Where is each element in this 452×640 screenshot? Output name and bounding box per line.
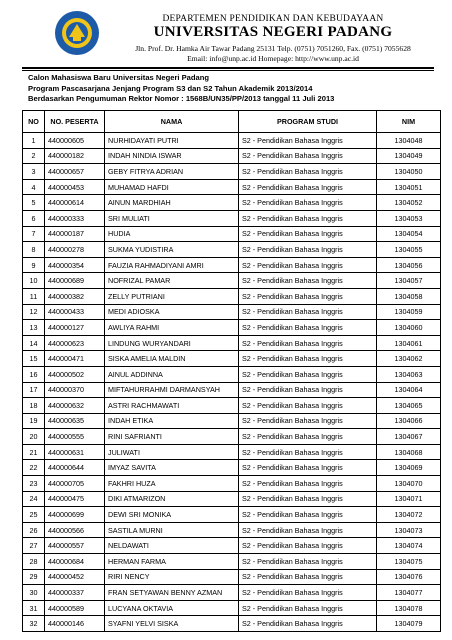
table-row: [23, 210, 441, 226]
cell-no-peserta: 440000502: [45, 366, 105, 382]
university-name: UNIVERSITAS NEGERI PADANG: [153, 24, 393, 40]
cell-program-studi: S2 - Pendidikan Bahasa Inggris: [239, 444, 377, 460]
cell-program-studi: S2 - Pendidikan Bahasa Inggris: [239, 226, 377, 242]
cell-nim: 1304063: [377, 366, 441, 382]
cell-program-studi: S2 - Pendidikan Bahasa Inggris: [239, 210, 377, 226]
header-rule-thick: [22, 67, 434, 69]
cell-program-studi: S2 - Pendidikan Bahasa Inggris: [239, 164, 377, 180]
cell-no: 16: [23, 366, 45, 382]
cell-nim: 1304074: [377, 538, 441, 554]
cell-nim: 1304075: [377, 554, 441, 570]
header-no-peserta: NO. PESERTA: [45, 111, 105, 133]
table-row: [23, 304, 441, 320]
cell-no: 14: [23, 335, 45, 351]
cell-nim: 1304052: [377, 195, 441, 211]
table-row: [23, 398, 441, 414]
cell-nama: NELDAWATI: [105, 538, 239, 554]
cell-nama: JULIWATI: [105, 444, 239, 460]
cell-no-peserta: 440000433: [45, 304, 105, 320]
cell-nim: 1304064: [377, 382, 441, 398]
cell-no: 28: [23, 554, 45, 570]
cell-program-studi: S2 - Pendidikan Bahasa Inggris: [239, 179, 377, 195]
cell-no-peserta: 440000557: [45, 538, 105, 554]
cell-nama: NURHIDAYATI PUTRI: [105, 133, 239, 149]
cell-program-studi: S2 - Pendidikan Bahasa Inggris: [239, 413, 377, 429]
cell-no-peserta: 440000471: [45, 351, 105, 367]
cell-program-studi: S2 - Pendidikan Bahasa Inggris: [239, 616, 377, 632]
cell-nama: MEDI ADIOSKA: [105, 304, 239, 320]
university-logo-icon: [54, 10, 100, 56]
cell-no-peserta: 440000566: [45, 522, 105, 538]
cell-program-studi: S2 - Pendidikan Bahasa Inggris: [239, 257, 377, 273]
cell-program-studi: S2 - Pendidikan Bahasa Inggris: [239, 351, 377, 367]
cell-no: 26: [23, 522, 45, 538]
cell-no-peserta: 440000182: [45, 148, 105, 164]
cell-nim: 1304069: [377, 460, 441, 476]
table-row: [23, 226, 441, 242]
cell-no: 17: [23, 382, 45, 398]
cell-nama: LUCYANA OKTAVIA: [105, 600, 239, 616]
cell-nim: 1304059: [377, 304, 441, 320]
cell-nama: LINDUNG WURYANDARI: [105, 335, 239, 351]
cell-nim: 1304079: [377, 616, 441, 632]
cell-nim: 1304053: [377, 210, 441, 226]
cell-program-studi: S2 - Pendidikan Bahasa Inggris: [239, 476, 377, 492]
cell-no: 10: [23, 273, 45, 289]
table-row: [23, 242, 441, 258]
table-row: [23, 335, 441, 351]
cell-nim: 1304061: [377, 335, 441, 351]
cell-program-studi: S2 - Pendidikan Bahasa Inggris: [239, 429, 377, 445]
table-row: [23, 554, 441, 570]
table-row: [23, 429, 441, 445]
cell-program-studi: S2 - Pendidikan Bahasa Inggris: [239, 195, 377, 211]
table-row: [23, 382, 441, 398]
cell-no-peserta: 440000370: [45, 382, 105, 398]
cell-no-peserta: 440000605: [45, 133, 105, 149]
cell-no: 24: [23, 491, 45, 507]
table-row: [23, 288, 441, 304]
cell-no: 11: [23, 288, 45, 304]
cell-program-studi: S2 - Pendidikan Bahasa Inggris: [239, 522, 377, 538]
table-row: [23, 133, 441, 149]
cell-no: 18: [23, 398, 45, 414]
cell-nama: AWLIYA RAHMI: [105, 320, 239, 336]
cell-nim: 1304060: [377, 320, 441, 336]
cell-nama: HERMAN FARMA: [105, 554, 239, 570]
header-program-studi: PROGRAM STUDI: [239, 111, 377, 133]
cell-no: 22: [23, 460, 45, 476]
cell-no-peserta: 440000589: [45, 600, 105, 616]
table-row: [23, 585, 441, 601]
cell-program-studi: S2 - Pendidikan Bahasa Inggris: [239, 273, 377, 289]
table-row: [23, 148, 441, 164]
cell-program-studi: S2 - Pendidikan Bahasa Inggris: [239, 366, 377, 382]
cell-nama: HUDIA: [105, 226, 239, 242]
cell-nim: 1304062: [377, 351, 441, 367]
cell-no-peserta: 440000555: [45, 429, 105, 445]
table-row: [23, 413, 441, 429]
cell-nama: FAUZIA RAHMADIYANI AMRI: [105, 257, 239, 273]
table-header-row: [23, 111, 441, 133]
table-row: [23, 522, 441, 538]
cell-nim: 1304058: [377, 288, 441, 304]
cell-nim: 1304070: [377, 476, 441, 492]
cell-nama: GEBY FITRYA ADRIAN: [105, 164, 239, 180]
cell-program-studi: S2 - Pendidikan Bahasa Inggris: [239, 585, 377, 601]
cell-no-peserta: 440000689: [45, 273, 105, 289]
cell-program-studi: S2 - Pendidikan Bahasa Inggris: [239, 460, 377, 476]
cell-no: 25: [23, 507, 45, 523]
intro-line-2: Program Pascasarjana Jenjang Program S3 dan S2 Tahun Akademik 2013/2014: [28, 83, 313, 93]
cell-no-peserta: 440000187: [45, 226, 105, 242]
cell-program-studi: S2 - Pendidikan Bahasa Inggris: [239, 538, 377, 554]
cell-nim: 1304072: [377, 507, 441, 523]
cell-program-studi: S2 - Pendidikan Bahasa Inggris: [239, 242, 377, 258]
letterhead: [0, 0, 452, 68]
cell-no: 15: [23, 351, 45, 367]
header-nim: NIM: [377, 111, 441, 133]
cell-nama: DIKI ATMARIZON: [105, 491, 239, 507]
cell-nim: 1304054: [377, 226, 441, 242]
cell-program-studi: S2 - Pendidikan Bahasa Inggris: [239, 507, 377, 523]
cell-nim: 1304068: [377, 444, 441, 460]
table-row: [23, 538, 441, 554]
cell-program-studi: S2 - Pendidikan Bahasa Inggris: [239, 133, 377, 149]
cell-no-peserta: 440000146: [45, 616, 105, 632]
cell-nama: RINI SAFRIANTI: [105, 429, 239, 445]
cell-program-studi: S2 - Pendidikan Bahasa Inggris: [239, 320, 377, 336]
cell-no-peserta: 440000452: [45, 569, 105, 585]
cell-nim: 1304065: [377, 398, 441, 414]
cell-program-studi: S2 - Pendidikan Bahasa Inggris: [239, 335, 377, 351]
table-row: [23, 600, 441, 616]
admitted-students-table: [22, 110, 441, 632]
cell-nim: 1304048: [377, 133, 441, 149]
cell-no: 1: [23, 133, 45, 149]
header-nama: NAMA: [105, 111, 239, 133]
cell-nama: DEWI SRI MONIKA: [105, 507, 239, 523]
cell-program-studi: S2 - Pendidikan Bahasa Inggris: [239, 288, 377, 304]
cell-no: 12: [23, 304, 45, 320]
table-row: [23, 460, 441, 476]
cell-program-studi: S2 - Pendidikan Bahasa Inggris: [239, 491, 377, 507]
table-row: [23, 257, 441, 273]
department-name: DEPARTEMEN PENDIDIKAN DAN KEBUDAYAAN: [162, 14, 384, 24]
cell-nim: 1304076: [377, 569, 441, 585]
table-row: [23, 320, 441, 336]
cell-nim: 1304051: [377, 179, 441, 195]
cell-no-peserta: 440000127: [45, 320, 105, 336]
cell-nama: ZELLY PUTRIANI: [105, 288, 239, 304]
cell-nama: NOFRIZAL PAMAR: [105, 273, 239, 289]
cell-nama: MUHAMAD HAFDI: [105, 179, 239, 195]
cell-no-peserta: 440000684: [45, 554, 105, 570]
cell-no-peserta: 440000614: [45, 195, 105, 211]
cell-nim: 1304067: [377, 429, 441, 445]
cell-no: 29: [23, 569, 45, 585]
cell-no: 31: [23, 600, 45, 616]
announcement-intro: [28, 73, 334, 105]
table-body: [23, 133, 441, 632]
cell-no: 21: [23, 444, 45, 460]
cell-no: 8: [23, 242, 45, 258]
cell-program-studi: S2 - Pendidikan Bahasa Inggris: [239, 398, 377, 414]
cell-nim: 1304073: [377, 522, 441, 538]
cell-no: 20: [23, 429, 45, 445]
cell-nama: INDAH NINDIA ISWAR: [105, 148, 239, 164]
table-row: [23, 507, 441, 523]
cell-nim: 1304055: [377, 242, 441, 258]
cell-program-studi: S2 - Pendidikan Bahasa Inggris: [239, 148, 377, 164]
table-row: [23, 351, 441, 367]
intro-line-3: Berdasarkan Pengumuman Rektor Nomor : 1568B/UN35/PP/2013 tanggal 11 Juli 2013: [28, 94, 335, 103]
cell-nama: SUKMA YUDISTIRA: [105, 242, 239, 258]
cell-no-peserta: 440000453: [45, 179, 105, 195]
cell-program-studi: S2 - Pendidikan Bahasa Inggris: [239, 600, 377, 616]
cell-nama: ASTRI RACHMAWATI: [105, 398, 239, 414]
table-row: [23, 444, 441, 460]
cell-no: 5: [23, 195, 45, 211]
table-row: [23, 164, 441, 180]
cell-no: 2: [23, 148, 45, 164]
cell-nama: SISKA AMELIA MALDIN: [105, 351, 239, 367]
cell-no-peserta: 440000354: [45, 257, 105, 273]
table-row: [23, 179, 441, 195]
cell-no-peserta: 440000632: [45, 398, 105, 414]
cell-no-peserta: 440000644: [45, 460, 105, 476]
cell-program-studi: S2 - Pendidikan Bahasa Inggris: [239, 382, 377, 398]
cell-no-peserta: 440000631: [45, 444, 105, 460]
header-no: NO: [23, 111, 45, 133]
cell-nama: IMYAZ SAVITA: [105, 460, 239, 476]
cell-nim: 1304078: [377, 600, 441, 616]
cell-no: 6: [23, 210, 45, 226]
cell-no: 27: [23, 538, 45, 554]
cell-nim: 1304049: [377, 148, 441, 164]
cell-nama: AINUL ADDINNA: [105, 366, 239, 382]
table-row: [23, 616, 441, 632]
cell-nim: 1304050: [377, 164, 441, 180]
cell-no: 3: [23, 164, 45, 180]
address-line: Jln. Prof. Dr. Hamka Air Tawar Padang 25131 Telp. (0751) 7051260, Fax. (0751) 7055628: [135, 44, 411, 53]
cell-nim: 1304066: [377, 413, 441, 429]
table-row: [23, 491, 441, 507]
cell-no: 4: [23, 179, 45, 195]
cell-no-peserta: 440000333: [45, 210, 105, 226]
cell-program-studi: S2 - Pendidikan Bahasa Inggris: [239, 569, 377, 585]
cell-no: 9: [23, 257, 45, 273]
cell-nama: FAKHRI HUZA: [105, 476, 239, 492]
cell-no: 30: [23, 585, 45, 601]
cell-nama: FRAN SETYAWAN BENNY AZMAN: [105, 585, 239, 601]
table-row: [23, 476, 441, 492]
cell-nama: INDAH ETIKA: [105, 413, 239, 429]
table-row: [23, 569, 441, 585]
cell-no-peserta: 440000278: [45, 242, 105, 258]
cell-no-peserta: 440000705: [45, 476, 105, 492]
cell-nama: SASTILA MURNI: [105, 522, 239, 538]
cell-nim: 1304056: [377, 257, 441, 273]
cell-no-peserta: 440000699: [45, 507, 105, 523]
cell-no-peserta: 440000635: [45, 413, 105, 429]
cell-nama: SYAFNI YELVI SISKA: [105, 616, 239, 632]
cell-program-studi: S2 - Pendidikan Bahasa Inggris: [239, 554, 377, 570]
table-row: [23, 366, 441, 382]
cell-no-peserta: 440000337: [45, 585, 105, 601]
cell-no-peserta: 440000382: [45, 288, 105, 304]
intro-line-1: Calon Mahasiswa Baru Universitas Negeri Padang: [28, 73, 210, 82]
cell-no-peserta: 440000657: [45, 164, 105, 180]
cell-nama: SRI MULIATI: [105, 210, 239, 226]
cell-no: 23: [23, 476, 45, 492]
table-row: [23, 273, 441, 289]
cell-nim: 1304071: [377, 491, 441, 507]
table-row: [23, 195, 441, 211]
header-rule-thin: [22, 70, 434, 71]
cell-no: 7: [23, 226, 45, 242]
cell-no: 13: [23, 320, 45, 336]
cell-no-peserta: 440000623: [45, 335, 105, 351]
cell-no: 32: [23, 616, 45, 632]
cell-nama: RIRI NENCY: [105, 569, 239, 585]
cell-program-studi: S2 - Pendidikan Bahasa Inggris: [239, 304, 377, 320]
cell-nama: AINUN MARDHIAH: [105, 195, 239, 211]
cell-nim: 1304077: [377, 585, 441, 601]
cell-nama: MIFTAHURRAHMI DARMANSYAH: [105, 382, 239, 398]
cell-no: 19: [23, 413, 45, 429]
cell-nim: 1304057: [377, 273, 441, 289]
cell-no-peserta: 440000475: [45, 491, 105, 507]
contact-line: Email: info@unp.ac.id Homepage: http://www.unp.ac.id: [187, 54, 359, 63]
